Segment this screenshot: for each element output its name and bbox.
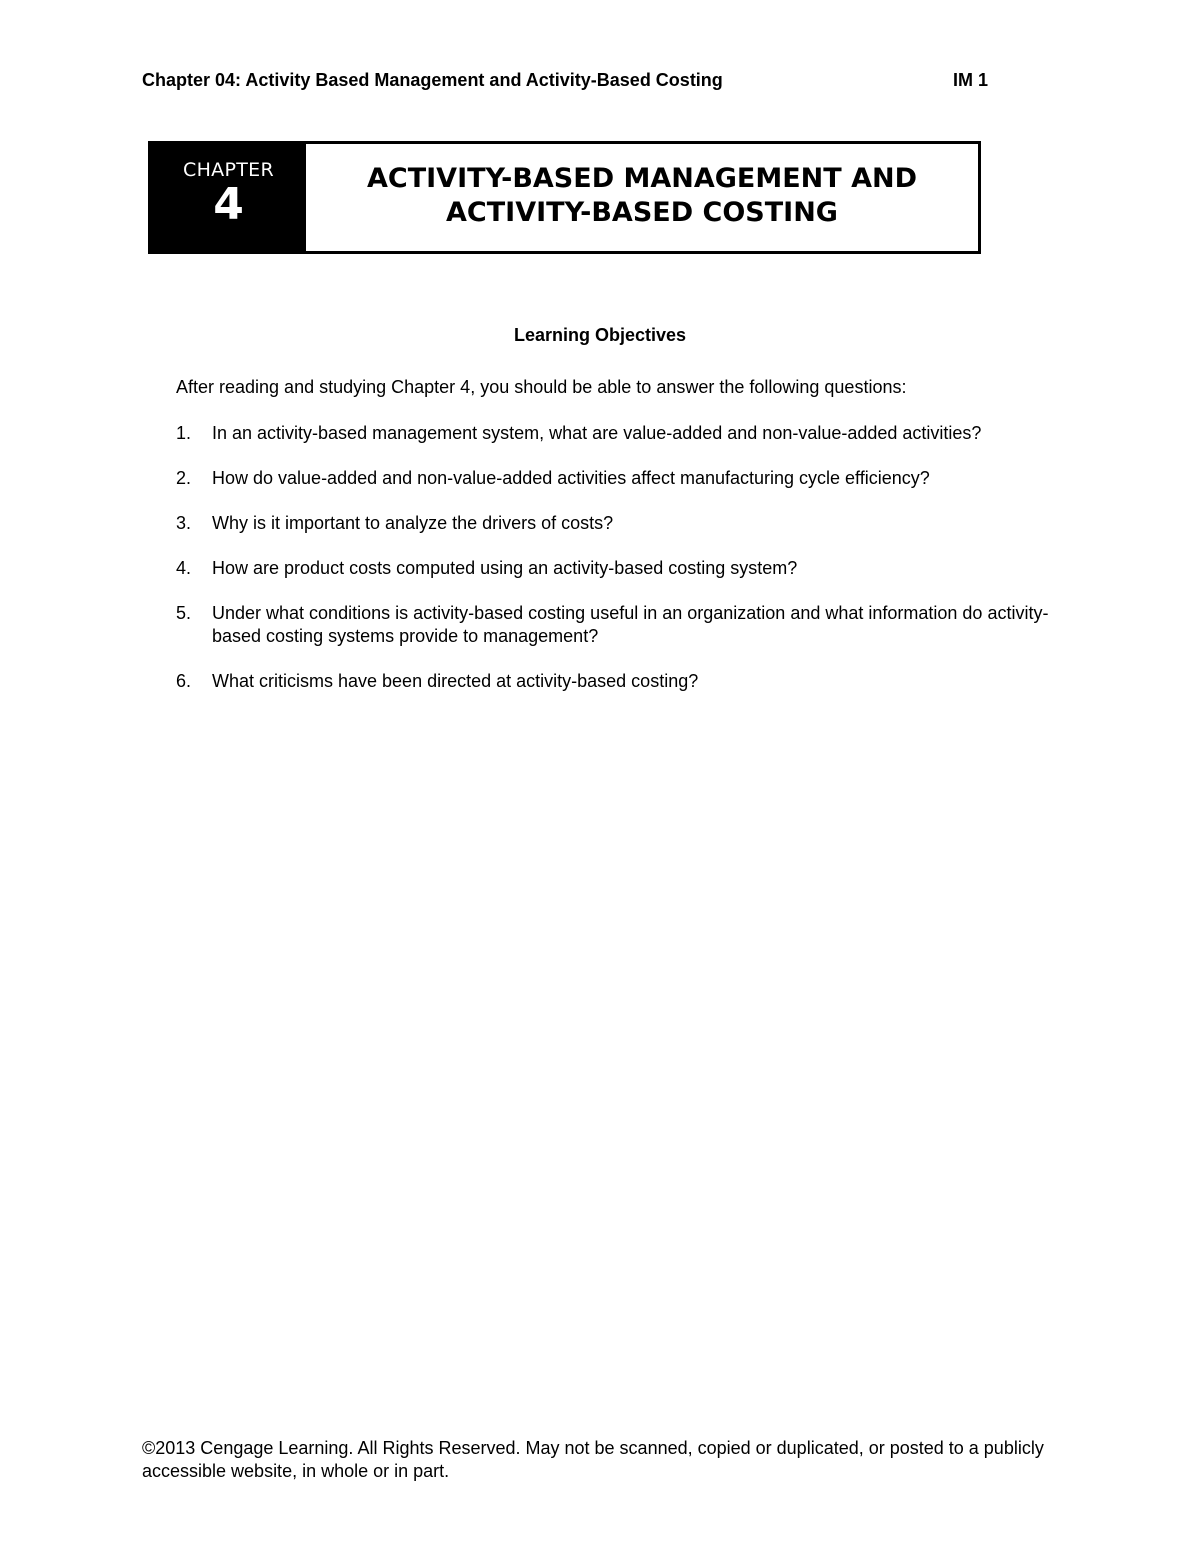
objective-number: 6. — [176, 671, 192, 691]
objective-text: In an activity-based management system, what are value-added and non-value-added activities? — [212, 423, 982, 443]
copyright-footer: ©2013 Cengage Learning. All Rights Reserved. May not be scanned, copied or duplicated, or posted to a publicly accessible website, in whole or in part. — [142, 1438, 1044, 1481]
section-heading: Learning Objectives — [513, 325, 687, 345]
chapter-title-line-2: ACTIVITY-BASED COSTING — [446, 196, 838, 228]
chapter-banner — [148, 141, 981, 254]
objective-text: Under what conditions is activity-based costing useful in an organization and what information do activity-based costing systems provide to management? — [212, 603, 1049, 646]
objective-item — [176, 422, 1066, 445]
objective-number: 5. — [176, 603, 192, 623]
objective-item — [176, 557, 1066, 580]
page-header — [142, 70, 988, 96]
running-header-page: IM 1 — [952, 70, 988, 90]
objective-number: 4. — [176, 558, 192, 578]
chapter-title-line-1: ACTIVITY-BASED MANAGEMENT AND — [367, 162, 917, 194]
objective-item — [176, 467, 1066, 490]
objective-item — [176, 512, 1066, 535]
intro-paragraph: After reading and studying Chapter 4, you should be able to answer the following questions: — [176, 377, 907, 397]
objective-number: 1. — [176, 423, 192, 443]
objective-text: How are product costs computed using an activity-based costing system? — [212, 558, 798, 578]
objective-text: Why is it important to analyze the drivers of costs? — [212, 513, 614, 533]
objective-text: What criticisms have been directed at activity-based costing? — [212, 671, 699, 691]
objective-number: 2. — [176, 468, 192, 488]
running-header-title: Chapter 04: Activity Based Management and Activity-Based Costing — [142, 70, 723, 90]
objectives-list — [176, 422, 1066, 715]
objective-text: How do value-added and non-value-added activities affect manufacturing cycle efficiency? — [212, 468, 930, 488]
objective-number: 3. — [176, 513, 192, 533]
chapter-number-block — [151, 144, 306, 251]
chapter-number: 4 — [213, 179, 244, 230]
chapter-label: CHAPTER — [183, 159, 274, 181]
chapter-title — [306, 144, 978, 251]
objective-item — [176, 670, 1066, 693]
objective-item — [176, 602, 1066, 648]
